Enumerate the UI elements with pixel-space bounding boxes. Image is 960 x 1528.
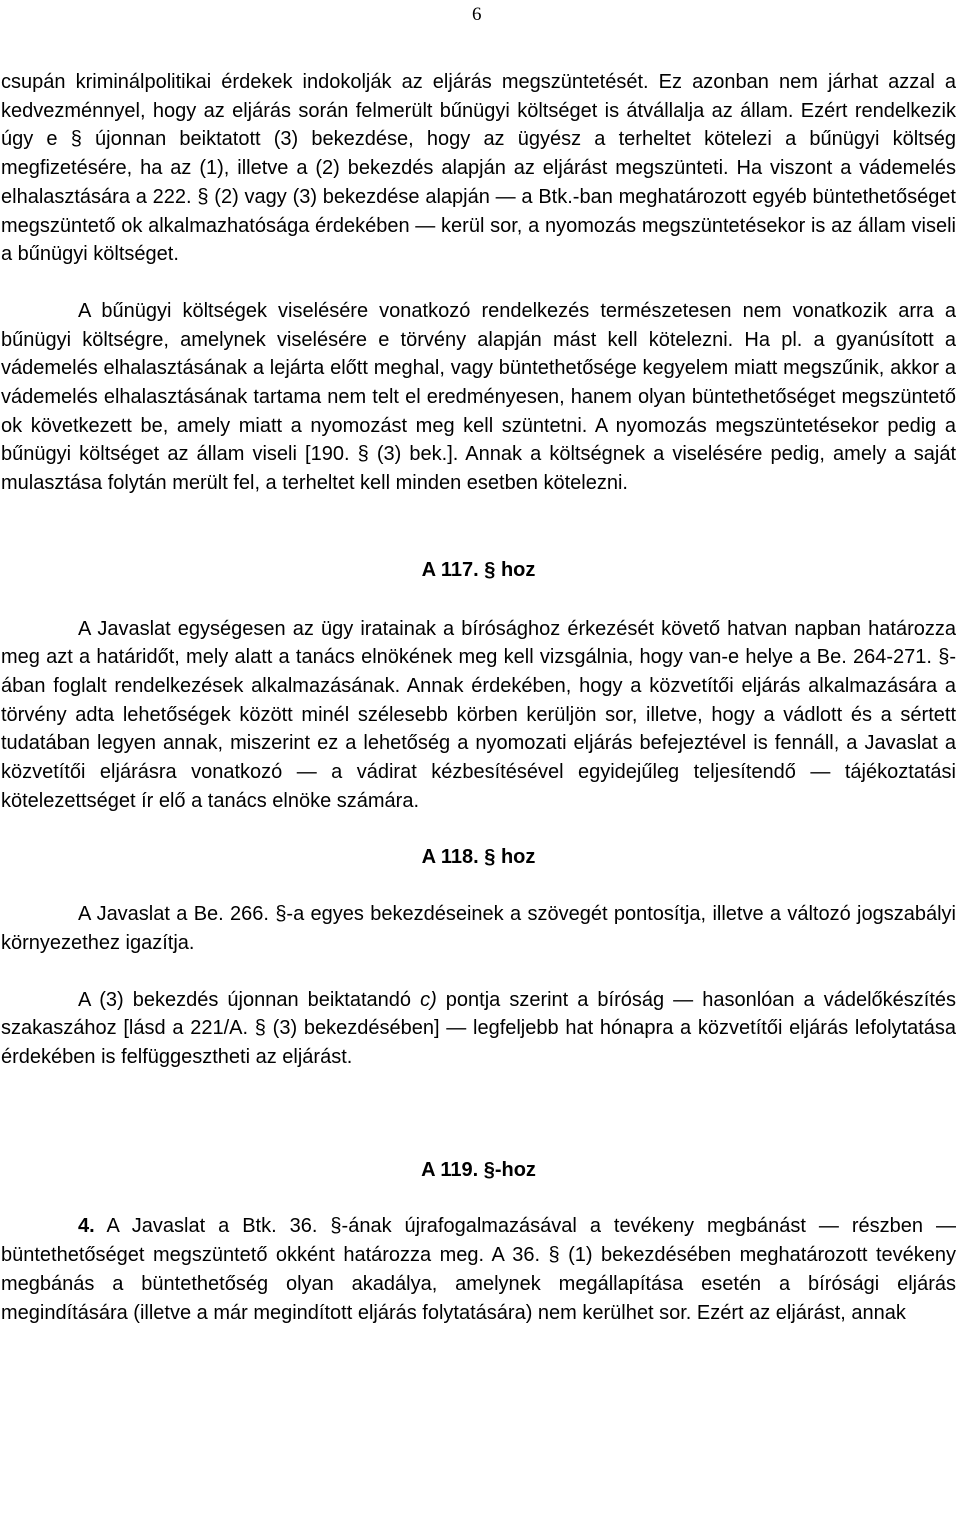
item-number: 4. (78, 1215, 95, 1238)
paragraph-118-a: A Javaslat a Be. 266. §-a egyes bekezdéseinek a szövegét pontosítja, illetve a változó jogszabályi környezethez igazítja. (1, 903, 956, 954)
paragraph-118-b-start: A (3) bekezdés újonnan beiktatandó (78, 988, 421, 1011)
paragraph-costs: A bűnügyi költségek viselésére vonatkozó rendelkezés természetesen nem vonatkozik arra a bűnügyi költségre, amelynek viselésére e törvény alapján mást kell kötelezni. Ha pl. a gyanúsított a vádemelés elhalasztásának a lejárta előtt meghal, vagy büntethetősége kegyelem miatt megszűnik, akkor a vádemelés elhalasztásának tartama nem telt el eredményesen, hanem olyan büntethetőséget megszüntető ok következett be, amely miatt a nyomozást meg kell szüntetni. A nyomozás megszüntetésekor pedig a bűnügyi költséget az állam viseli [190. § (3) bek.]. Annak a költségnek a viselésére pedig, amely a saját mulasztása folytán merült fel, a terheltet kell minden esetben kötelezni. (1, 299, 956, 495)
section-heading-117: A 117. § hoz (421, 558, 536, 581)
paragraph-119 (1, 1212, 956, 1327)
paragraph-continuation: csupán kriminálpolitikai érdekek indokolják az eljárás megszüntetését. Ez azonban nem járhat azzal a kedvezménnyel, hogy az eljárás során felmerült bűnügyi költséget is átvállalja az állam. Ezért rendelkezik úgy e § újonnan beiktatott (3) bekezdése, hogy az ügyész a terheltet kötelezi a bűnügyi költség megfizetésére, ha az (1), illetve a (2) bekezdés alapján az eljárást megszünteti. Ha viszont a vádemelés elhalasztására a 222. § (2) vagy (3) bekezdése alapján — a Btk.-ban meghatározott egyéb büntethetőséget megszüntető ok alkalmazhatósága érdekében — kerül sor, a nyomozás megszüntetésekor is az állam viseli a bűnügyi költséget. (1, 71, 956, 266)
point-c-label: c) (420, 988, 437, 1011)
paragraph-118-b-end: pontja szerint a bíróság — hasonlóan a vádelőkészítés szakaszához [lásd a 221/A. § (3) bekezdésében] — legfeljebb hat hónapra a közvetítői eljárás lefolytatása érdekében is felfüggesztheti az eljárást. (1, 988, 956, 1068)
paragraph-118-b (1, 986, 956, 1072)
page-number: 6 (472, 4, 482, 25)
section-heading-118: A 118. § hoz (421, 846, 536, 869)
paragraph-117: A Javaslat egységesen az ügy iratainak a bírósághoz érkezését követő hatvan napban határozza meg azt a határidőt, mely alatt a tanács elnökének meg kell vizsgálnia, hogy van-e helye a Be. 264-271. §-ában foglalt rendelkezések alkalmazásának. Annak érdekében, hogy a közvetítői eljárás alkalmazására a törvény adta lehetőségek között minél szélesebb körben kerüljön sor, illetve, hogy a vádlott és a sértett tudatában legyen annak, miszerint ez a lehetőség a nyomozati eljárás befejeztével is fennáll, a Javaslat a közvetítői eljárásra vonatkozó — a vádirat kézbesítésével egyidejűleg teljesítendő — tájékoztatási kötelezettséget ír elő a tanács elnöke számára. (1, 617, 956, 812)
paragraph-119-text: A Javaslat a Btk. 36. §-ának újrafogalmazásával a tevékeny megbánást — részben — büntethetőséget megszüntető okként határozza meg. A 36. § (1) bekezdésében meghatározott tevékeny megbánás a büntethetőség olyan akadálya, amelynek megállapítása esetén a bírósági eljárás megindítására (illetve a már megindított eljárás folytatására) nem kerülhet sor. Ezért az eljárást, annak (1, 1215, 956, 1324)
section-heading-119: A 119. §-hoz (421, 1158, 536, 1181)
document-body (1, 68, 956, 1327)
